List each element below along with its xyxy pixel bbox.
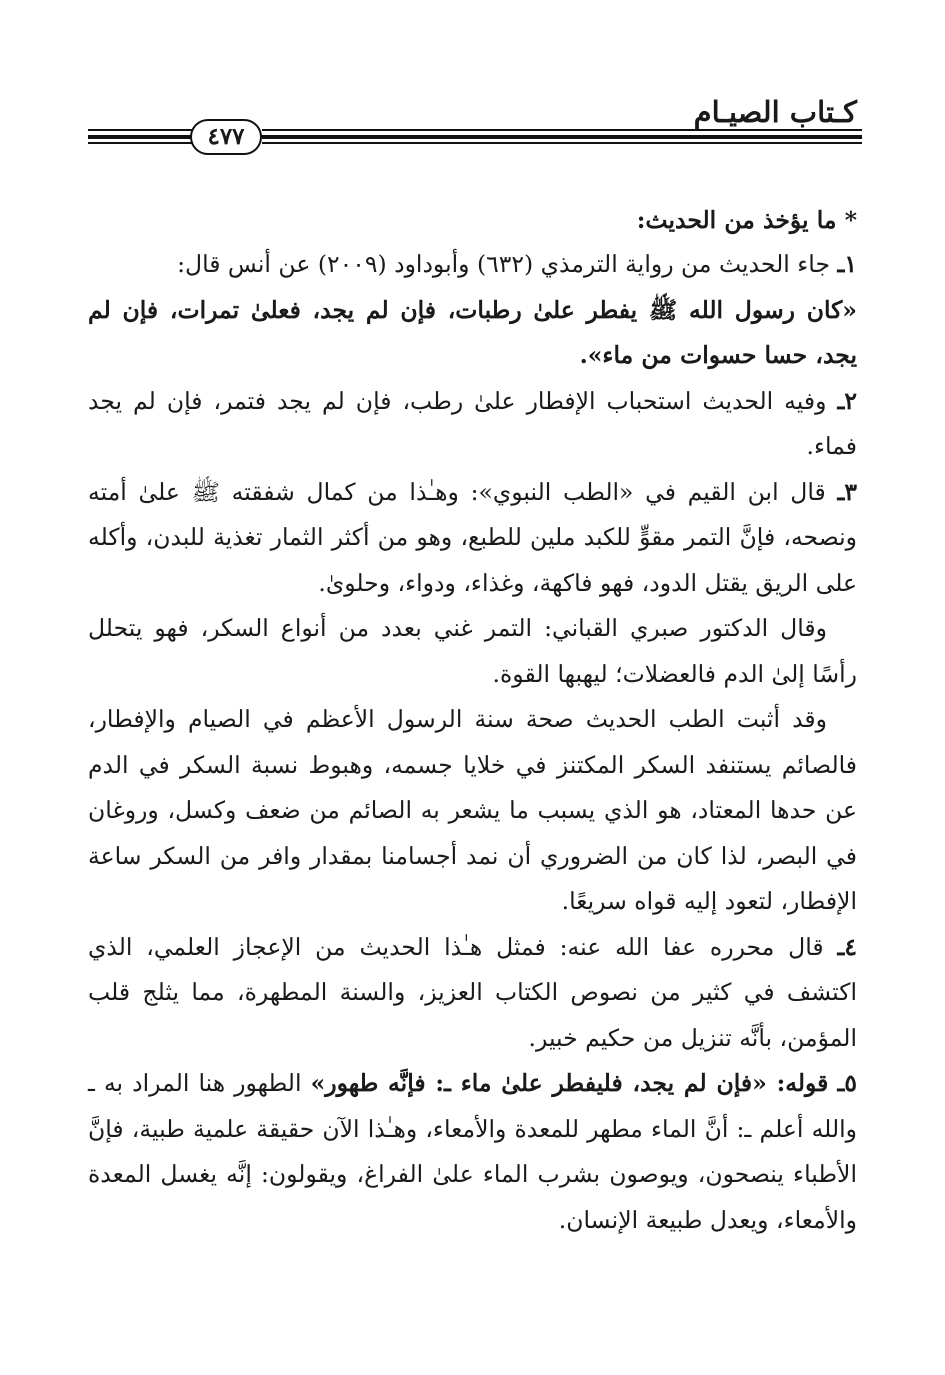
paragraph: وقال الدكتور صبري القباني: التمر غني بعدد من أنواع السكر، فهو يتحلل رأسًا إلىٰ الدم فالعضلات؛ ليهبها القوة. — [88, 614, 857, 688]
item-lead: قوله: «فإن لم يجد، فليفطر علىٰ ماء ـ: فإنَّه طهور» — [310, 1069, 829, 1097]
header-rule-line — [262, 142, 862, 144]
page-body — [88, 198, 857, 1243]
item-number: ٣ـ — [837, 477, 857, 506]
item-text: الطهور هنا المراد به ـ والله أعلم ـ: أنَّ الماء مطهر للمعدة والأمعاء، وهـٰذا الآن حقيقة علمية طبية، فإنَّ الأطباء ينصحون، ويوصون بشرب الماء علىٰ الفراغ، ويقولون: إنَّه يغسل المعدة والأمعاء، ويعدل طبيعة الإنسان. — [88, 1069, 857, 1234]
list-item — [88, 925, 857, 1062]
item-text: قال ابن القيم في «الطب النبوي»: وهـٰذا من كمال شفقته ﷺ علىٰ أمته ونصحه، فإنَّ التمر مقوٍّ للكبد ملين للطبع، وهو من أكثر الثمار تغذية للبدن، وأكله على الريق يقتل الدود، فهو فاكهة، وغذاء، ودواء، وحلوىٰ. — [88, 477, 857, 597]
item-number: ٥ـ — [837, 1069, 857, 1097]
hadith-quote: «كان رسول الله ﷺ يفطر علىٰ رطبات، فإن لم يجد، فعلىٰ تمرات، فإن لم يجد، حسا حسوات من ماء». — [88, 295, 857, 369]
running-title: كـتاب الصيـام — [693, 95, 857, 129]
list-item — [88, 1061, 857, 1243]
section-heading: * ما يؤخذ من الحديث: — [636, 206, 857, 234]
item-text: قال محرره عفا الله عنه: فمثل هـٰذا الحديث من الإعجاز العلمي، الذي اكتشف في كثير من نصوص الكتاب العزيز، والسنة المطهرة، مما يثلج قلب المؤمن، بأنَّه تنزيل من حكيم خبير. — [88, 932, 857, 1052]
header-rule-line — [262, 129, 862, 131]
header-rule-left — [88, 129, 192, 145]
item-text: جاء الحديث من رواية الترمذي (٦٣٢) وأبوداود (٢٠٠٩) عن أنس قال: — [177, 250, 830, 278]
item-text: وفيه الحديث استحباب الإفطار علىٰ رطب، فإن لم يجد فتمر، فإن لم يجد فماء. — [88, 386, 857, 460]
item-number: ١ـ — [837, 250, 857, 278]
item-number: ٢ـ — [837, 386, 857, 415]
header-rule-line — [88, 135, 192, 139]
header-rule-line — [88, 142, 192, 144]
item-number: ٤ـ — [837, 932, 857, 961]
list-item — [88, 379, 857, 470]
list-item — [88, 242, 857, 288]
list-item — [88, 470, 857, 607]
header-rule-line — [262, 135, 862, 139]
page-number: ٤٧٧ — [190, 119, 262, 155]
header-rule-line — [88, 129, 192, 131]
header-rule-right — [262, 129, 862, 145]
paragraph: وقد أثبت الطب الحديث صحة سنة الرسول الأعظم في الصيام والإفطار، فالصائم يستنفد السكر المكتنز في خلايا جسمه، وهبوط نسبة السكر في الدم عن حدها المعتاد، هو الذي يسبب ما يشعر به الصائم من ضعف وكسل، وروغان في البصر، لذا كان من الضروري أن نمد أجسامنا بمقدار وافر من السكر ساعة الإفطار، لتعود إليه قواه سريعًا. — [88, 705, 857, 915]
